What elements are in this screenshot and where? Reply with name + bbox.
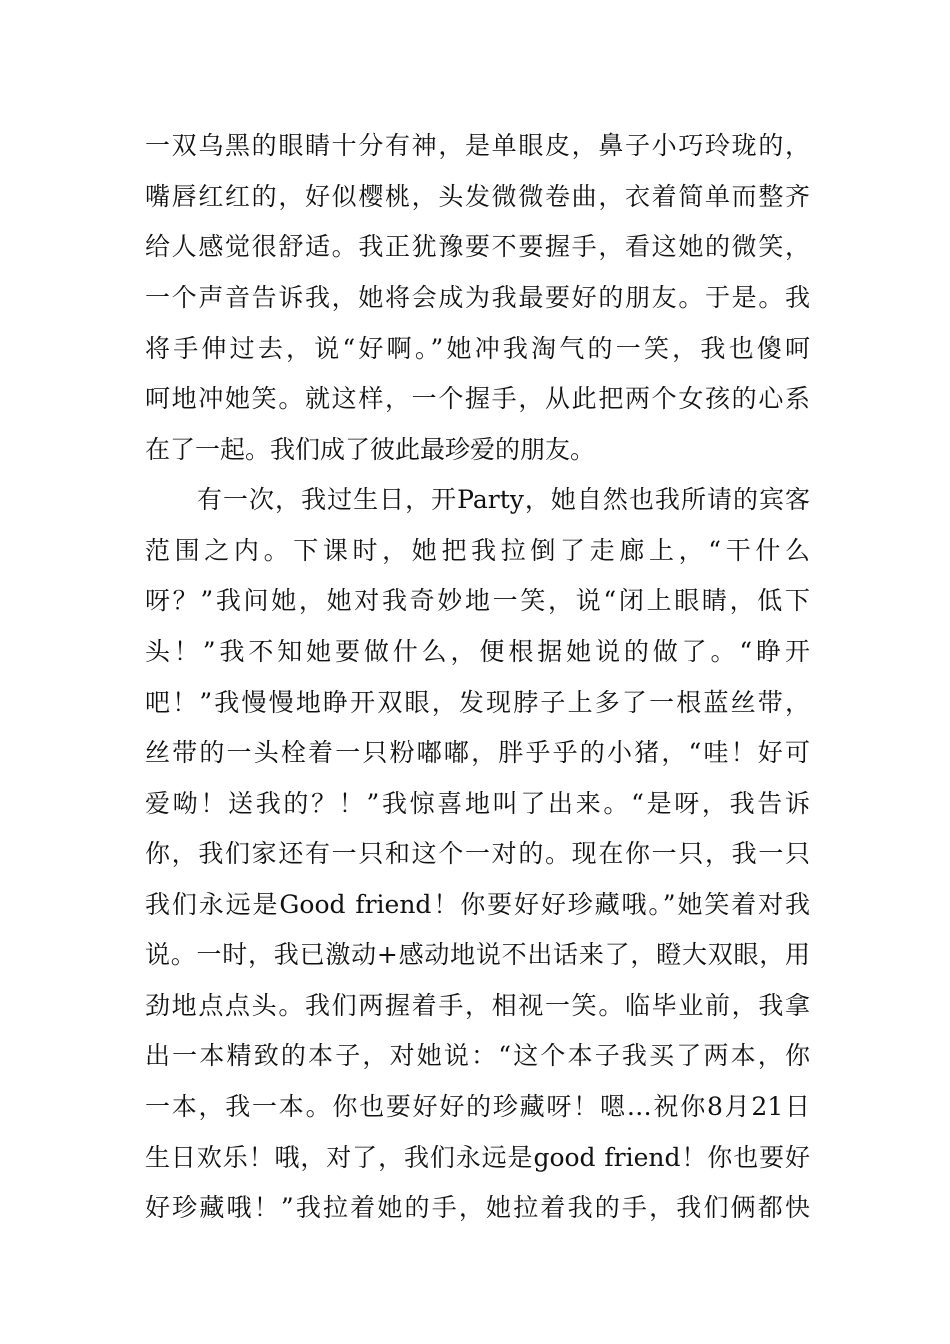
text-line: 说。一时，我已激动+感动地说不出话来了，瞪大双眼，用 — [145, 940, 810, 969]
text-line: 生日欢乐！哦，对了，我们永远是good friend！你也要好 — [145, 1143, 810, 1172]
text-line: 一个声音告诉我，她将会成为我最要好的朋友。于是。我 — [145, 283, 810, 312]
text-line: 你，我们家还有一只和这个一对的。现在你一只，我一只 — [145, 839, 810, 868]
text-line: 出一本精致的本子，对她说：“这个本子我买了两本，你 — [145, 1041, 810, 1070]
text-line: 我们永远是Good friend！你要好好珍藏哦。”她笑着对我 — [145, 890, 810, 919]
text-line: 一双乌黑的眼睛十分有神，是单眼皮，鼻子小巧玲珑的， — [145, 131, 810, 160]
text-line: 爱呦！送我的？！”我惊喜地叫了出来。“是呀，我告诉 — [145, 789, 810, 818]
text-line: 一本，我一本。你也要好好的珍藏呀！嗯…祝你8月21日 — [145, 1092, 810, 1121]
text-line: 范围之内。下课时，她把我拉倒了走廊上，“干什么 — [145, 536, 810, 565]
text-line: 头！”我不知她要做什么，便根据她说的做了。“睁开 — [145, 637, 810, 666]
text-line: 丝带的一头栓着一只粉嘟嘟，胖乎乎的小猪，“哇！好可 — [145, 738, 810, 767]
text-line: 呀？”我问她，她对我奇妙地一笑，说“闭上眼睛，低下 — [145, 586, 810, 615]
text-line: 嘴唇红红的，好似樱桃，头发微微卷曲，衣着简单而整齐 — [145, 182, 810, 211]
text-line: 有一次，我过生日，开Party，她自然也我所请的宾客 — [145, 485, 810, 514]
text-line: 好珍藏哦！”我拉着她的手，她拉着我的手，我们俩都快 — [145, 1193, 810, 1222]
text-line: 劲地点点头。我们两握着手，相视一笑。临毕业前，我拿 — [145, 991, 810, 1020]
text-line: 在了一起。我们成了彼此最珍爱的朋友。 — [145, 435, 596, 464]
text-line: 将手伸过去，说“好啊。”她冲我淘气的一笑，我也傻呵 — [145, 334, 810, 363]
text-line: 吧！”我慢慢地睁开双眼，发现脖子上多了一根蓝丝带， — [145, 688, 810, 717]
text-line: 给人感觉很舒适。我正犹豫要不要握手，看这她的微笑， — [145, 232, 810, 261]
text-line: 呵地冲她笑。就这样，一个握手，从此把两个女孩的心系 — [145, 384, 810, 413]
